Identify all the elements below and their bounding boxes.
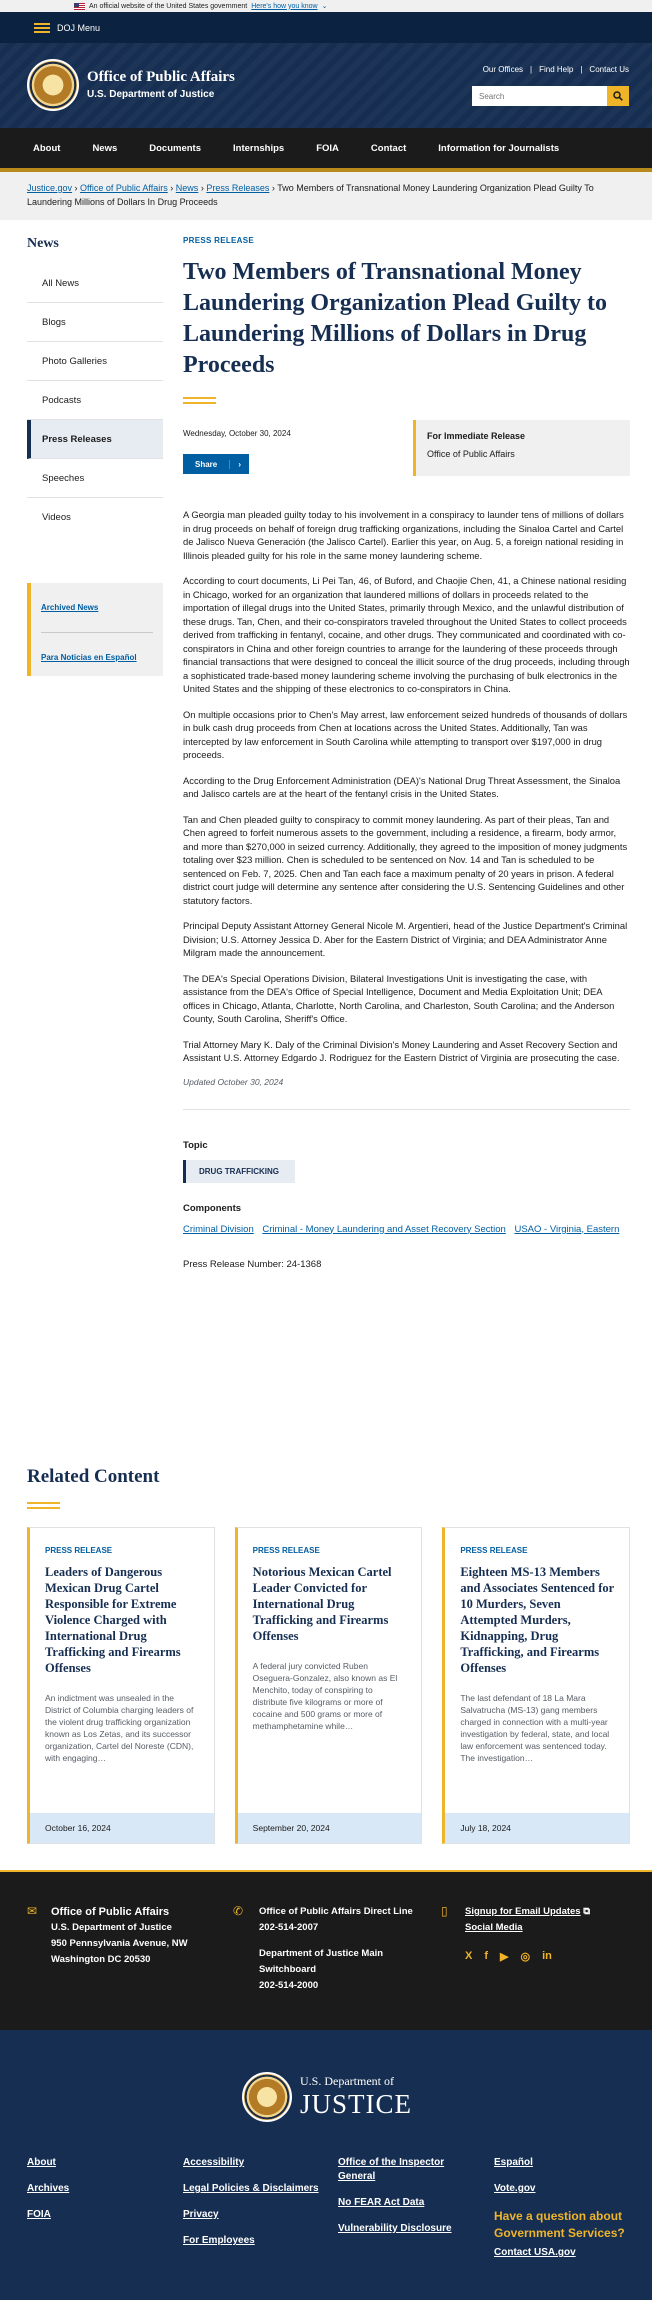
related-card[interactable] <box>235 1527 423 1844</box>
our-offices-link[interactable]: Our Offices <box>482 65 524 74</box>
card-date: October 16, 2024 <box>30 1813 214 1843</box>
related-rule <box>27 1502 60 1509</box>
external-link-icon: ⧉ <box>583 1906 591 1917</box>
footer-link[interactable]: FOIA <box>27 2209 51 2220</box>
share-button[interactable] <box>183 454 249 474</box>
sidebar-links-box <box>27 583 163 676</box>
nav-about[interactable]: About <box>33 142 61 154</box>
footer-col-2 <box>183 2156 323 2260</box>
share-label: Share <box>195 459 218 469</box>
component-link[interactable]: USAO - Virginia, Eastern <box>514 1223 620 1235</box>
card-eyebrow: PRESS RELEASE <box>45 1546 113 1555</box>
paragraph: According to court documents, Li Pei Tan, 46, of Buford, and Chaojie Chen, 41, a Chinese national residing in Chicago, worked for an organization that laundered millions of dollars in proceeds related to the importation of illegal drugs into the United States, primarily through Mexico, and the unlawful distribution of these drugs. Tan, Chen, and their co-conspirators traveled throughout the United States to collect proceeds derived from trafficking in fentanyl, cocaine, and other drugs. They communicated and coordinated with co-conspirators in China and other foreign countries to arrange for the laundering of these proceeds through financial transactions that were designed to conceal the illicit source of the drug proceeds, including through a sophisticated trade-based money laundering scheme involving the purchasing of bulk electronics in the United States and the shipping of these electronics to co-conspirators in China. <box>183 575 630 694</box>
sidebar-item-all-news[interactable]: All News <box>27 264 163 303</box>
search-input[interactable] <box>472 86 607 106</box>
switchboard-label: Department of Justice Main Switchboard <box>259 1948 384 1975</box>
contact-address <box>27 1904 207 1968</box>
breadcrumb-justice[interactable]: Justice.gov <box>27 183 73 193</box>
social-icons <box>465 1950 631 1963</box>
article-body <box>183 508 630 1065</box>
divider <box>183 1109 630 1110</box>
address-line: U.S. Department of Justice <box>51 1922 172 1933</box>
related-content <box>27 1466 630 1844</box>
updated-date: Updated October 30, 2024 <box>183 1076 284 1087</box>
chevron-right-icon: › <box>229 460 249 469</box>
footer-link[interactable]: Privacy <box>183 2209 219 2220</box>
sidebar-item-videos[interactable]: Videos <box>42 512 71 523</box>
card-title[interactable]: Eighteen MS-13 Members and Associates Sentenced for 10 Murders, Seven Attempted Murders, Kidnapping, Drug Trafficking, and Firearms Offenses <box>460 1565 614 1675</box>
footer-link[interactable]: About <box>27 2157 56 2168</box>
sidebar-item-photo-galleries[interactable]: Photo Galleries <box>27 342 163 381</box>
nav-contact[interactable]: Contact <box>370 142 407 154</box>
find-help-link[interactable]: Find Help <box>539 65 574 74</box>
footer-brand[interactable] <box>242 2072 412 2122</box>
article-eyebrow: PRESS RELEASE <box>183 236 255 245</box>
breadcrumb: Justice.gov › Office of Public Affairs › News › Press Releases › Two Members of Transnational Money Laundering Organization Plead Guilty To Laundering Millions of Dollars In Drug Proceeds <box>0 172 652 220</box>
card-date: September 20, 2024 <box>238 1813 422 1843</box>
contact-us-link[interactable]: Contact Us <box>589 65 629 74</box>
menu-icon[interactable] <box>34 23 50 33</box>
social-media-link[interactable]: Social Media <box>465 1922 523 1933</box>
footer-question: Have a question about Government Services? <box>494 2209 625 2240</box>
component-link[interactable]: Criminal Division <box>183 1223 254 1235</box>
office-name: Office of Public Affairs <box>87 69 235 85</box>
espanol-news-link[interactable]: Para Noticias en Español <box>41 653 137 662</box>
facebook-icon[interactable]: f <box>484 1950 489 1962</box>
contact-usa-link[interactable]: Contact USA.gov <box>494 2247 576 2258</box>
breadcrumb-current: Two Members of Transnational Money Laundering Organization Plead Guilty To Laundering Millions of Dollars In Drug Proceeds <box>27 183 594 207</box>
x-icon[interactable]: X <box>465 1950 473 1962</box>
footer-col-4 <box>494 2156 634 2272</box>
breadcrumb-opa[interactable]: Office of Public Affairs <box>80 183 168 193</box>
card-description: The last defendant of 18 La Mara Salvatrucha (MS-13) gang members charged in connection with a multi-year investigation by federal, state, and local law enforcement was sentenced today. The investigation… <box>460 1693 610 1763</box>
page-title: Two Members of Transnational Money Laundering Organization Plead Guilty to Laundering Millions of Dollars in Drug Proceeds <box>183 259 608 378</box>
footer-link[interactable]: Vote.gov <box>494 2183 536 2194</box>
email-updates-link[interactable]: Signup for Email Updates <box>465 1906 581 1917</box>
gov-banner <box>0 0 652 12</box>
main-nav <box>0 128 652 168</box>
footer-brand-main: JUSTICE <box>300 2089 413 2119</box>
heres-how-you-know-link[interactable]: Here's how you know <box>251 2 318 10</box>
site-footer <box>0 2030 652 2300</box>
card-eyebrow: PRESS RELEASE <box>460 1546 528 1555</box>
sidebar-item-podcasts[interactable]: Podcasts <box>27 381 163 420</box>
sidebar-item-blogs[interactable]: Blogs <box>27 303 163 342</box>
sidebar-item-press-releases[interactable]: Press Releases <box>27 420 163 459</box>
article-meta <box>183 420 630 480</box>
paragraph: A Georgia man pleaded guilty today to his involvement in a conspiracy to launder tens of millions of dollars in drug proceeds on behalf of foreign drug trafficking organizations, including the Sinaloa Cartel and Cartel de Jalisco Nueva Generación (the Jalisco Cartel). Earlier this year, on Aug. 5, a foreign national residing in Illinois pleaded guilty for his role in the same money laundering scheme. <box>183 509 624 561</box>
card-description: A federal jury convicted Ruben Oseguera-Gonzalez, also known as El Menchito, today of conspiring to distribute five kilograms or more of cocaine and 500 grams or more of methamphetamine while… <box>252 1661 398 1731</box>
sidebar <box>27 236 163 676</box>
site-title[interactable] <box>87 69 235 100</box>
instagram-icon[interactable]: ◎ <box>520 1951 531 1963</box>
components-list <box>183 1222 630 1237</box>
footer-link[interactable]: Español <box>494 2157 533 2168</box>
us-flag-icon <box>74 3 85 10</box>
search-button[interactable] <box>607 86 629 106</box>
topic-label: Topic <box>183 1139 208 1151</box>
component-link[interactable]: Criminal - Money Laundering and Asset Recovery Section <box>262 1223 506 1235</box>
divider <box>41 632 153 633</box>
components-label: Components <box>183 1202 242 1214</box>
topic-tag[interactable]: DRUG TRAFFICKING <box>183 1160 295 1183</box>
linkedin-icon[interactable]: in <box>542 1950 552 1962</box>
title-rule <box>183 397 216 404</box>
release-office: Office of Public Affairs <box>427 449 515 459</box>
department-name: U.S. Department of Justice <box>87 89 215 100</box>
footer-link[interactable]: Archives <box>27 2183 70 2194</box>
footer-brand-top: U.S. Department of <box>300 2074 394 2088</box>
doj-seal-logo[interactable] <box>27 59 79 111</box>
sidebar-title: News <box>27 236 59 251</box>
footer-link[interactable]: Legal Policies & Disclaimers <box>183 2183 319 2194</box>
card-eyebrow: PRESS RELEASE <box>252 1546 320 1555</box>
related-card[interactable] <box>442 1527 630 1844</box>
address-line: Washington DC 20530 <box>51 1954 151 1965</box>
header-links: Our Offices | Find Help | Contact Us <box>482 65 629 74</box>
paragraph: On multiple occasions prior to Chen's May arrest, law enforcement seized hundreds of thousands of dollars in bulk cash drug proceeds from Chen at locations across the United States. Additionally, Tan was intercepted by law enforcement in South Carolina while attempting to transport over $197,000 in drug proceeds. <box>183 708 628 760</box>
nav-documents[interactable]: Documents <box>149 142 201 154</box>
nav-foia[interactable]: FOIA <box>316 142 339 154</box>
footer-col-3 <box>338 2156 458 2248</box>
sidebar-item-speeches[interactable]: Speeches <box>27 459 163 498</box>
chevron-down-icon[interactable]: ⌄ <box>321 3 328 10</box>
paragraph: Tan and Chen pleaded guilty to conspiracy to commit money laundering. As part of their pleas, Tan and Chen agreed to forfeit numerous assets to the government, including a residence, a firearm, body armor, and more than $270,000 in seized currency. Additionally, they agreed to the imposition of money judgments totaling over $23 million. Chen is scheduled to be sentenced on Nov. 14 and Tan is scheduled to be sentenced on Feb. 7, 2025. Chen and Tan each face a maximum penalty of 20 years in prison. A federal district court judge will determine any sentence after considering the U.S. Sentencing Guidelines and other statutory factors. <box>183 813 628 906</box>
mobile-icon: ▯ <box>441 1904 448 1918</box>
release-label: For Immediate Release <box>427 431 526 441</box>
footer-link[interactable]: Vulnerability Disclosure <box>338 2223 452 2234</box>
paragraph: According to the Drug Enforcement Administration (DEA)'s National Drug Threat Assessment, the Sinaloa and Jalisco cartels are at the heart of the fentanyl crisis in the United States. <box>183 774 621 799</box>
archived-news-link[interactable]: Archived News <box>41 603 99 612</box>
direct-line[interactable]: 202-514-2007 <box>259 1922 319 1933</box>
address-line: 950 Pennsylvania Avenue, NW <box>51 1938 188 1949</box>
related-title: Related Content <box>27 1466 160 1487</box>
contact-phones <box>233 1904 423 1994</box>
doj-menu-button[interactable]: DOJ Menu <box>57 22 101 33</box>
contact-updates <box>441 1904 631 1963</box>
phone-icon: ✆ <box>233 1904 244 1918</box>
article <box>183 236 630 1270</box>
footer-link[interactable]: For Employees <box>183 2235 255 2246</box>
breadcrumb-press-releases[interactable]: Press Releases <box>206 183 270 193</box>
card-title[interactable]: Notorious Mexican Cartel Leader Convicted for International Drug Trafficking and Firearms Offenses <box>252 1565 392 1643</box>
mail-icon: ✉ <box>27 1904 38 1918</box>
related-card[interactable] <box>27 1527 215 1844</box>
card-date: July 18, 2024 <box>445 1813 629 1843</box>
youtube-icon[interactable]: ▶ <box>500 1951 509 1963</box>
paragraph: The DEA's Special Operations Division, Bilateral Investigations Unit is investigating the case, with assistance from the DEA's Office of Special Intelligence, Document and Media Exploitation Unit; DEA offices in Chicago, Atlanta, Charlotte, North Carolina, and Charleston, South Carolina; and the Anderson County, South Carolina, Sheriff's Office. <box>183 972 615 1024</box>
card-title[interactable]: Leaders of Dangerous Mexican Drug Cartel Responsible for Extreme Violence Charged with International Drug Trafficking and Firearms Offenses <box>45 1565 181 1675</box>
press-release-number: Press Release Number: 24-1368 <box>183 1258 322 1270</box>
nav-journalists[interactable]: Information for Journalists <box>438 142 560 154</box>
article-date: Wednesday, October 30, 2024 <box>183 429 291 438</box>
gov-banner-text: An official website of the United States government <box>89 2 248 10</box>
nav-news[interactable]: News <box>92 142 118 154</box>
doj-seal-logo <box>242 2072 292 2122</box>
contact-section <box>0 1870 652 2030</box>
footer-link[interactable]: Office of the Inspector General <box>338 2157 445 2182</box>
switchboard-number[interactable]: 202-514-2000 <box>259 1980 319 1991</box>
site-header <box>0 43 652 128</box>
breadcrumb-news[interactable]: News <box>175 183 199 193</box>
release-box <box>413 420 630 476</box>
search-form <box>472 86 629 106</box>
paragraph: Principal Deputy Assistant Attorney General Nicole M. Argentieri, head of the Justice Department's Criminal Division; U.S. Attorney Jessica D. Aber for the Eastern District of Virginia; and DEA Administrator Anne Milgram made the announcement. <box>183 920 628 958</box>
nav-internships[interactable]: Internships <box>233 142 285 154</box>
contact-office: Office of Public Affairs <box>51 1906 170 1918</box>
related-cards <box>27 1527 630 1844</box>
card-description: An indictment was unsealed in the District of Columbia charging leaders of the violent drug trafficking organization known as Los Zetas, and its successor organization, Cartel del Noreste (CDN), with engaging… <box>45 1693 194 1763</box>
paragraph: Trial Attorney Mary K. Daly of the Criminal Division's Money Laundering and Asset Recovery Section and Assistant U.S. Attorney Edgardo J. Rodriguez for the Eastern District of Virginia are prosecuting the case. <box>183 1038 620 1063</box>
direct-line-label: Office of Public Affairs Direct Line <box>259 1906 413 1917</box>
doj-menu-bar <box>0 12 652 43</box>
footer-link[interactable]: No FEAR Act Data <box>338 2197 425 2208</box>
footer-link[interactable]: Accessibility <box>183 2157 245 2168</box>
search-icon <box>613 91 623 101</box>
footer-col-1 <box>27 2156 147 2234</box>
